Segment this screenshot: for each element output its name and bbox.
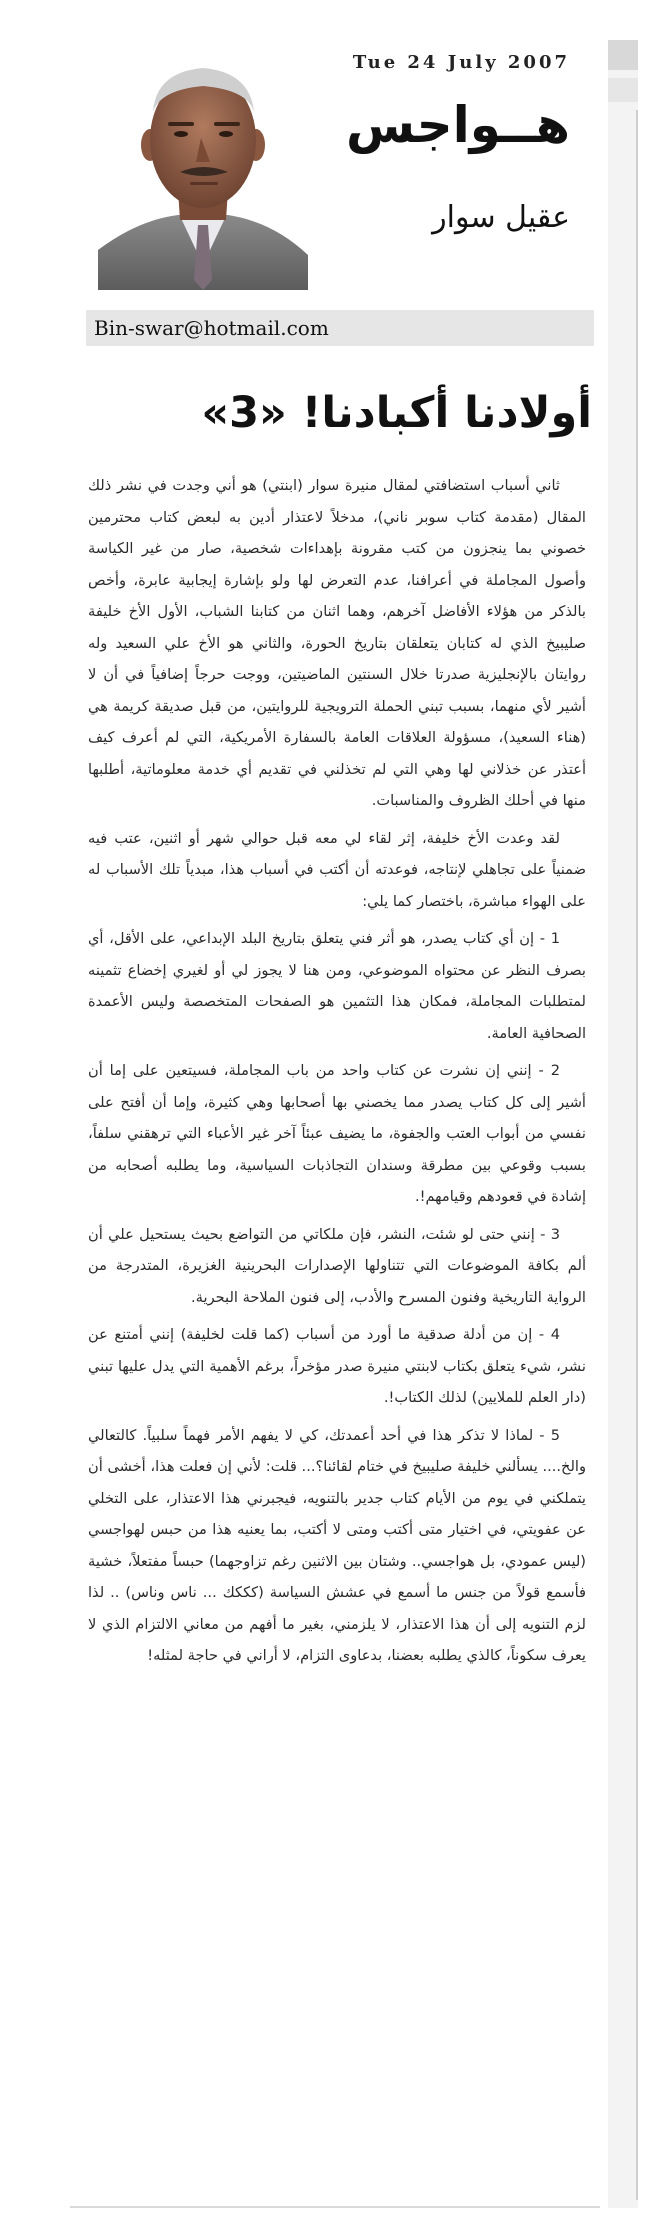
column-title: هــواجس <box>345 96 570 154</box>
article-paragraph: 1 - إن أي كتاب يصدر، هو أثر فني يتعلق بتاريخ البلد الإبداعي، على الأقل، أي بصرف النظر عن محتواه الموضوعي، ومن هنا لا يجوز لي أو لغيري إخضاع تثمينه لمتطلبات المجاملة، فمكان هذا التثمين هو الصفحات المتخصصة وليس الأعمدة الصحافية العامة. <box>88 930 586 1042</box>
article-paragraph: 3 - إنني حتى لو شئت، النشر، فإن ملكاتي من التواضع بحيث يستحيل علي أن ألم بكافة الموضوعات التي تتناولها الإصدارات البحرينية الغزيرة، المتدرجة من الرواية التاريخية وفنون المسرح والأدب، إلى فنون الملاحة البحرية. <box>88 1225 586 1306</box>
side-rail-divider <box>636 110 638 2200</box>
article-body <box>88 470 586 1678</box>
bottom-divider <box>70 2206 600 2208</box>
author-name: عقيل سوار <box>432 200 570 235</box>
article-headline: أولادنا أكبادنا! «3» <box>201 388 592 438</box>
article-paragraph: لقد وعدت الأخ خليفة، إثر لقاء لي معه قبل حوالي شهر أو اثنين، عتب فيه ضمنياً على تجاهلي لإنتاجه، فوعدته أن أكتب في أسباب هذا، مبدياً تلك الأسباب له على الهواء مباشرة، باختصار كما يلي: <box>88 829 586 910</box>
side-rail-block <box>608 78 638 102</box>
author-email-link[interactable]: Bin-swar@hotmail.com <box>94 316 329 340</box>
side-rail-block <box>608 40 638 70</box>
email-bar <box>86 310 594 346</box>
author-photo <box>98 50 308 290</box>
publication-date: Tue 24 July 2007 <box>352 52 570 73</box>
article-paragraph: 2 - إنني إن نشرت عن كتاب واحد من باب المجاملة، فسيتعين على إما أن أشير إلى كل كتاب يصدر مما يخصني بها أصحابها وهي كثيرة، وإما أن أفتح على نفسي من أبواب العتب والجفوة، ما يضيف عبئاً آخر غير الأعباء التي ترهقني سلفاً، بسبب وقوعي بين مطرقة وسندان التجاذبات السياسية، وما يطلبه أصحابه من إشادة في قعودهم وقيامهم!. <box>88 1062 586 1205</box>
article-paragraph: 4 - إن من أدلة صدقية ما أورد من أسباب (كما قلت لخليفة) إنني أمتنع عن نشر، شيء يتعلق بكتاب لابنتي منيرة صدر مؤخراً، برغم الأهمية التي يدل عليها تبني (دار العلم للملايين) لذلك الكتاب!. <box>88 1326 586 1406</box>
side-rail <box>608 40 638 2208</box>
article-paragraph: 5 - لماذا لا تذكر هذا في أحد أعمدتك، كي لا يفهم الأمر فهماً سلبياً. كالتعالي والخ.... يسألني خليفة صليبيخ في ختام لقائنا؟... قلت: لأني إن فعلت هذا، أخشى أن يتملكني في يوم من الأيام كتاب جدير بالتنويه، فيجبرني هذا الاعتذار، على التخلي عن عفويتي، في اختيار متى أكتب ومتى لا أكتب، بما يعنيه هذا من حبس لهواجسي (ليس عمودي، بل هواجسي.. وشتان بين الاثنين رغم تزاوجهما) حبساً مفتعلاً، خشية فأسمع قولاً من جنس ما أسمع في عشش السياسة (كككك ... ناس وناس) .. لذا لزم التنويه إلى أن هذا الاعتذار، لا يلزمني، بغير ما أفهم من معاني الالتزام الذي لا يعرف سكوناً، كالذي يطلبه بعضنا، بدعاوى التزام، لا أراني في حاجة لمثله! <box>88 1426 586 1664</box>
article-paragraph: ثاني أسباب استضافتي لمقال منيرة سوار (ابنتي) هو أني وجدت في نشر ذلك المقال (مقدمة كتاب سوبر ناني)، مدخلاً لاعتذار أدين به لبعض كتاب محترمين خصوني بما ينجزون من كتب مقرونة بإهداءات شخصية، صار من غير الكياسة وأصول المجاملة في أعرافنا، عدم التعرض لها ولو بإشارة إيجابية عابرة، وأخص بالذكر من هؤلاء الأفاضل آخرهم، وهما اثنان من كتابنا الشباب، الأول الأخ خليفة صليبيخ الذي له كتابان يتعلقان بتاريخ الحورة، والثاني هو الأخ علي السعيد وله روايتان بالإنجليزية صدرتا خلال السنتين الماضيتين، ووجت حرجاً إضافياً في أن لا أشير لأي منهما، بسبب تبني الحملة الترويجية للروايتين، من قبل صديقة كريمة هي (هناء السعيد)، مسؤولة العلاقات العامة بالسفارة الأمريكية، التي لم أعرف كيف أعتذر عن خذلاني لها وهي التي لم تخذلني في تقديم أي خدمة معلوماتية، أطلبها منها في أحلك الظروف والمناسبات. <box>88 477 586 809</box>
